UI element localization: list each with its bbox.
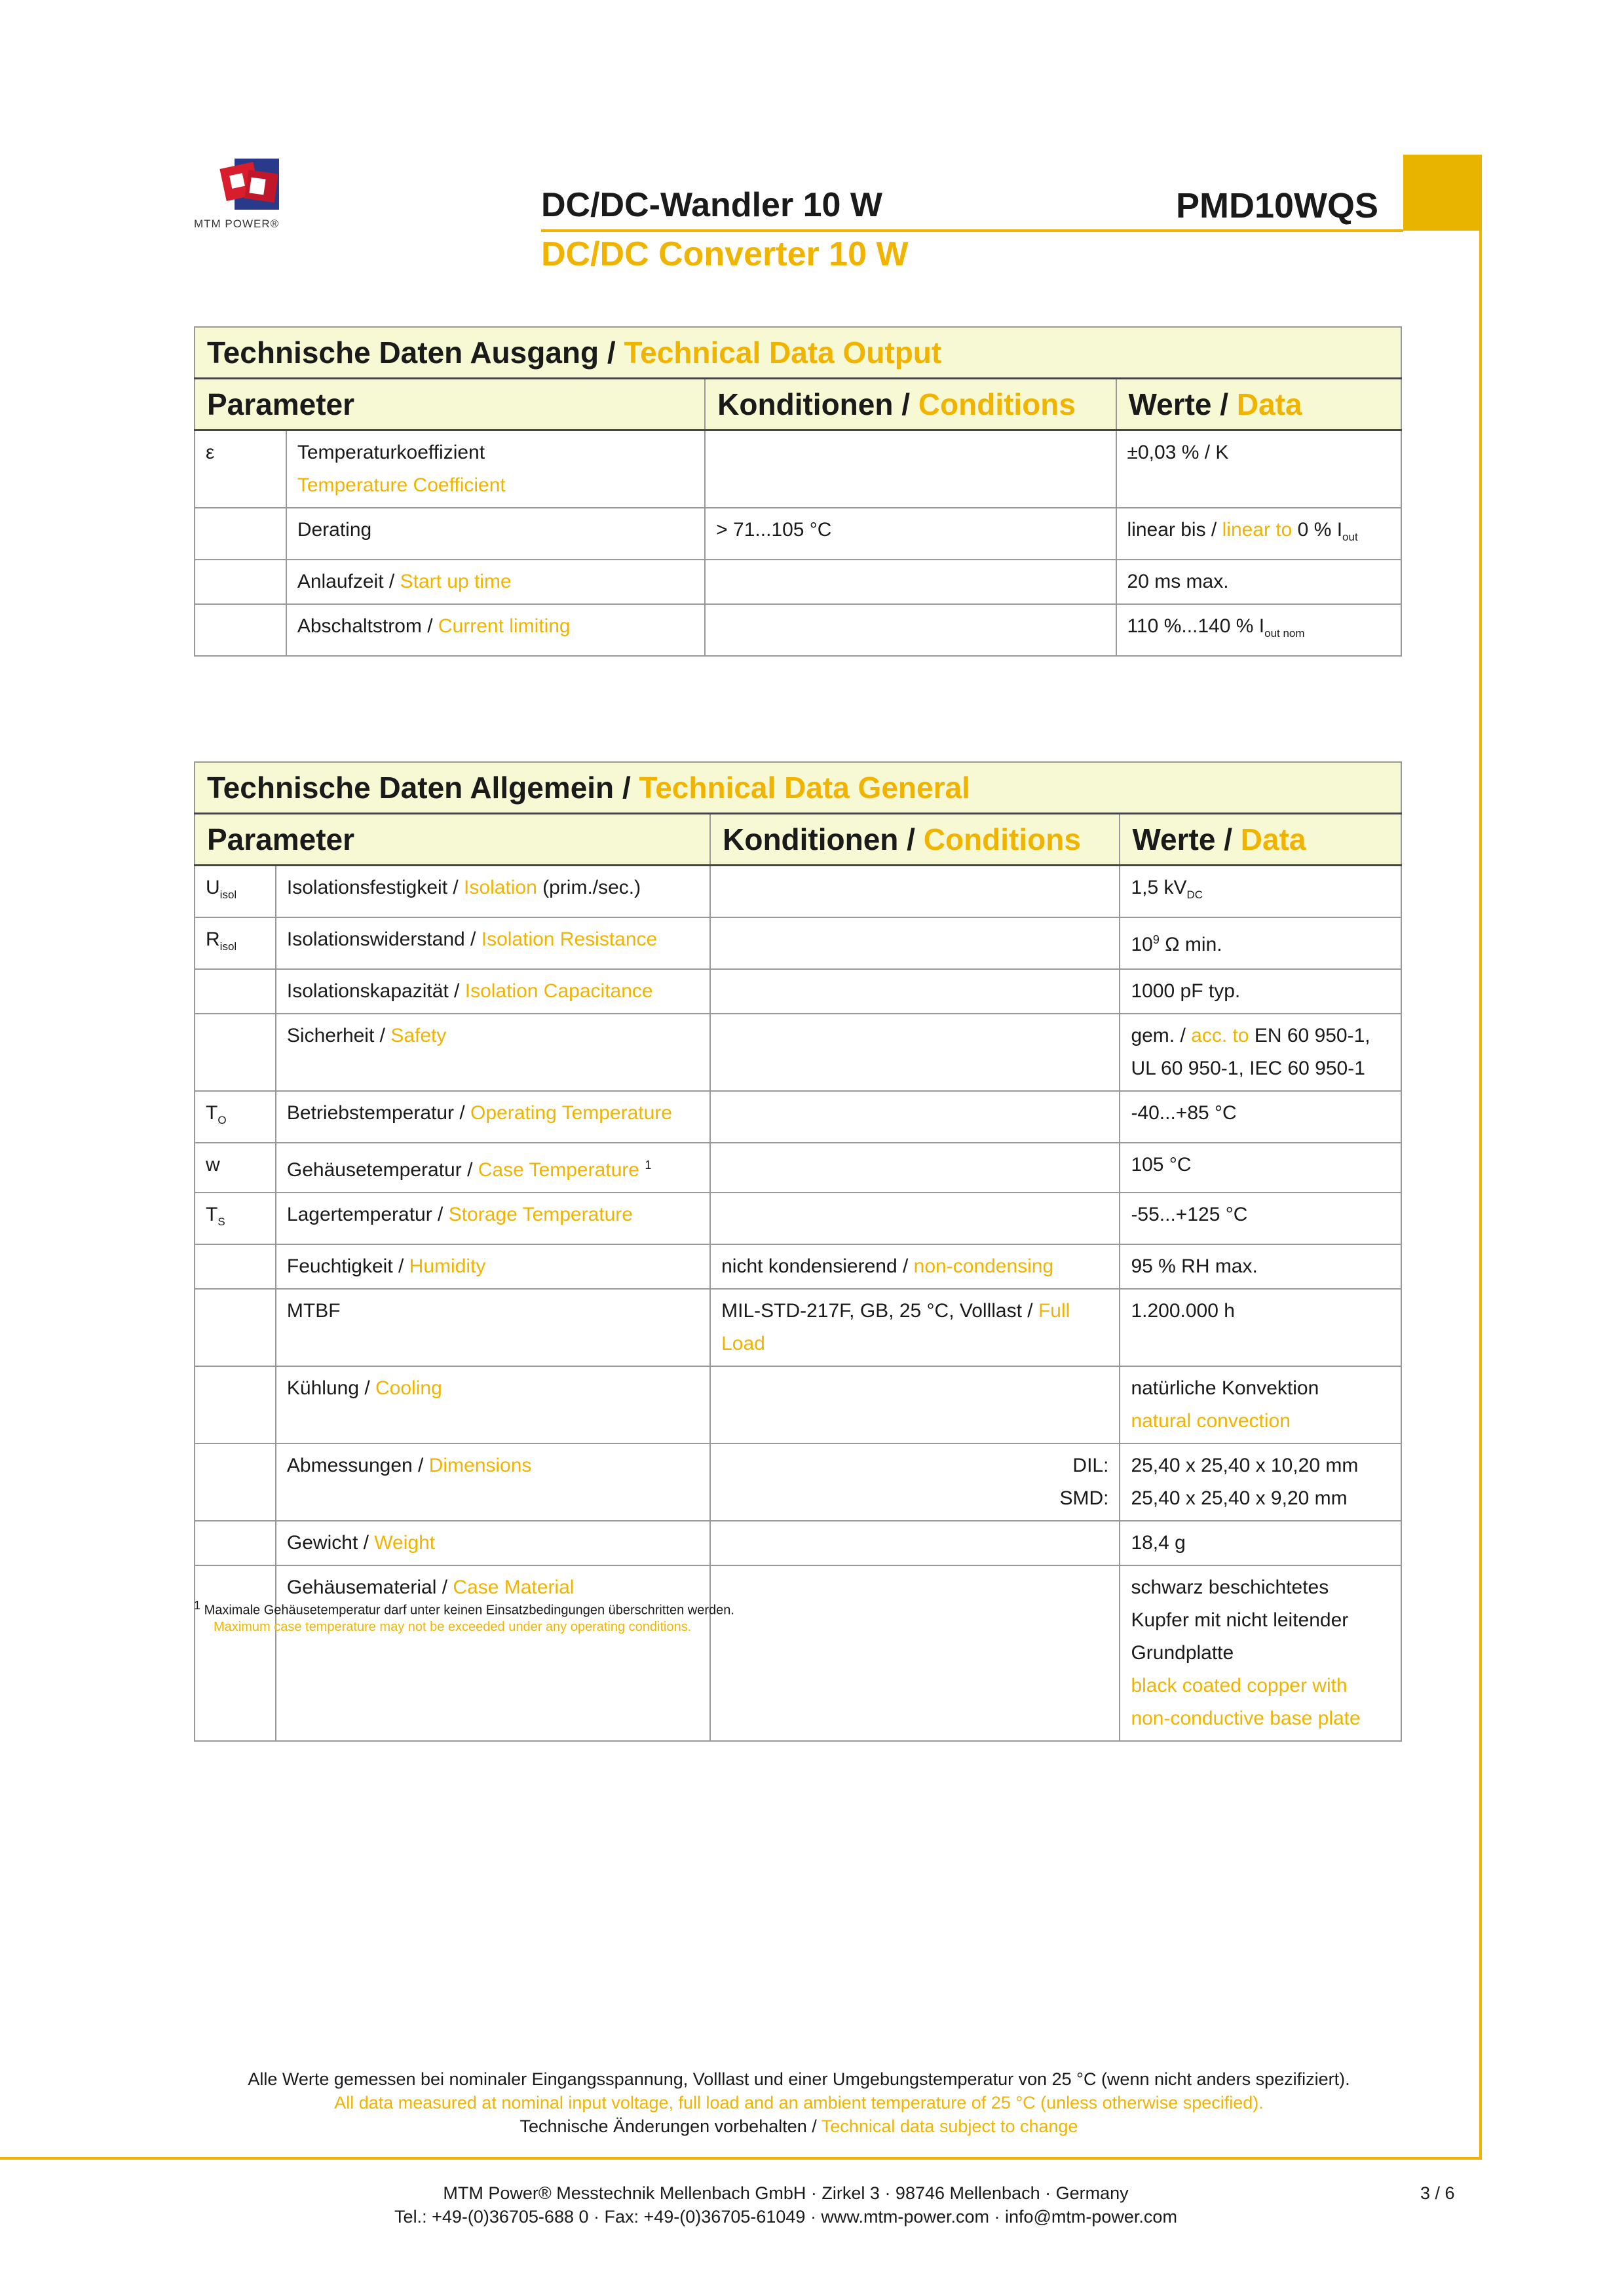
table-row: Isolationskapazität / Isolation Capacitance 1000 pF typ. (195, 969, 1401, 1014)
table-row: ε Temperaturkoeffizient Temperature Coefficient ±0,03 % / K (195, 430, 1401, 508)
page-number: 3 / 6 (1420, 2183, 1455, 2203)
table-row: w Gehäusetemperatur / Case Temperature $^1$ 105 °C (195, 1143, 1401, 1193)
table-row: MTBF MIL-STD-217F, GB, 25 °C, Volllast / Full Load 1.200.000 h (195, 1289, 1401, 1366)
table-row: Derating > 71...105 °C linear bis / linear to 0 % $I_{out}$ (195, 508, 1401, 560)
table-row: Kühlung / Cooling natürliche Konvektion natural convection (195, 1366, 1401, 1444)
table-row: Gehäusematerial / Case Material schwarz beschichtetes Kupfer mit nicht leitender Grundplatte black coated copper with non-conductive base plate (195, 1565, 1401, 1741)
table-row: Abmessungen / Dimensions DIL: SMD: 25,40 x 25,40 x 10,20 mm 25,40 x 25,40 x 9,20 mm (195, 1444, 1401, 1521)
bottom-accent-rule (0, 2157, 1482, 2160)
right-accent-rule (1479, 231, 1482, 2157)
table-row: Gewicht / Weight 18,4 g (195, 1521, 1401, 1565)
header-accent-block (1403, 155, 1482, 231)
measurement-note-de: Alle Werte gemessen bei nominaler Eingangsspannung, Volllast und einer Umgebungstemperatur von 25 °C (wenn nicht anders spezifiziert). (248, 2069, 1350, 2089)
logo-text: MTM POWER® (194, 218, 280, 230)
company-address: MTM Power® Messtechnik Mellenbach GmbH · Zirkel 3 · 98746 Mellenbach · Germany (443, 2183, 1129, 2203)
table-row: Abschaltstrom / Current limiting 110 %...140 % $I_{out nom}$ (195, 604, 1401, 656)
output-data-table (194, 326, 1402, 657)
page-title-de: DC/DC-Wandler 10 W (541, 186, 882, 224)
table-row: Feuchtigkeit / Humidity nicht kondensierend / non-condensing 95 % RH max. (195, 1244, 1401, 1289)
change-note: Technische Änderungen vorbehalten / Technical data subject to change (519, 2116, 1078, 2136)
measurement-note-en: All data measured at nominal input voltage, full load and an ambient temperature of 25 °C (unless otherwise specified). (334, 2093, 1264, 2113)
model-number: PMD10WQS (1176, 186, 1379, 225)
section-header: Technische Daten Ausgang / Technical Data Output (195, 327, 1401, 379)
table-row: $T_S$ Lagertemperatur / Storage Temperature -55...+125 °C (195, 1193, 1401, 1244)
page-title-en: DC/DC Converter 10 W (541, 235, 909, 273)
table-row: $U_{isol}$ Isolationsfestigkeit / Isolation (prim./sec.) 1,5 $kV_{DC}$ (195, 866, 1401, 918)
column-header-row: Parameter Konditionen / Conditions Werte / Data (195, 814, 1401, 866)
footnote-en: Maximum case temperature may not be exceeded under any operating conditions. (214, 1620, 692, 1634)
table-row: Sicherheit / Safety gem. / acc. to EN 60 950-1, UL 60 950-1, IEC 60 950-1 (195, 1014, 1401, 1091)
table-row: Anlaufzeit / Start up time 20 ms max. (195, 560, 1401, 604)
section-header: Technische Daten Allgemein / Technical Data General (195, 762, 1401, 814)
header-rule (541, 229, 1403, 232)
company-contact: Tel.: +49-(0)36705-688 0 · Fax: +49-(0)36705-61049 · www.mtm-power.com · info@mtm-power.com (394, 2207, 1177, 2227)
footnote-de: $^1$ Maximale Gehäusetemperatur darf unter keinen Einsatzbedingungen überschritten werden. (194, 1599, 734, 1618)
table-row: $R_{isol}$ Isolationswiderstand / Isolation Resistance $10^9$ Ω min. (195, 917, 1401, 969)
column-header-row: Parameter Konditionen / Conditions Werte / Data (195, 379, 1401, 430)
general-data-table (194, 761, 1402, 1742)
table-row: $T_O$ Betriebstemperatur / Operating Temperature -40...+85 °C (195, 1091, 1401, 1143)
